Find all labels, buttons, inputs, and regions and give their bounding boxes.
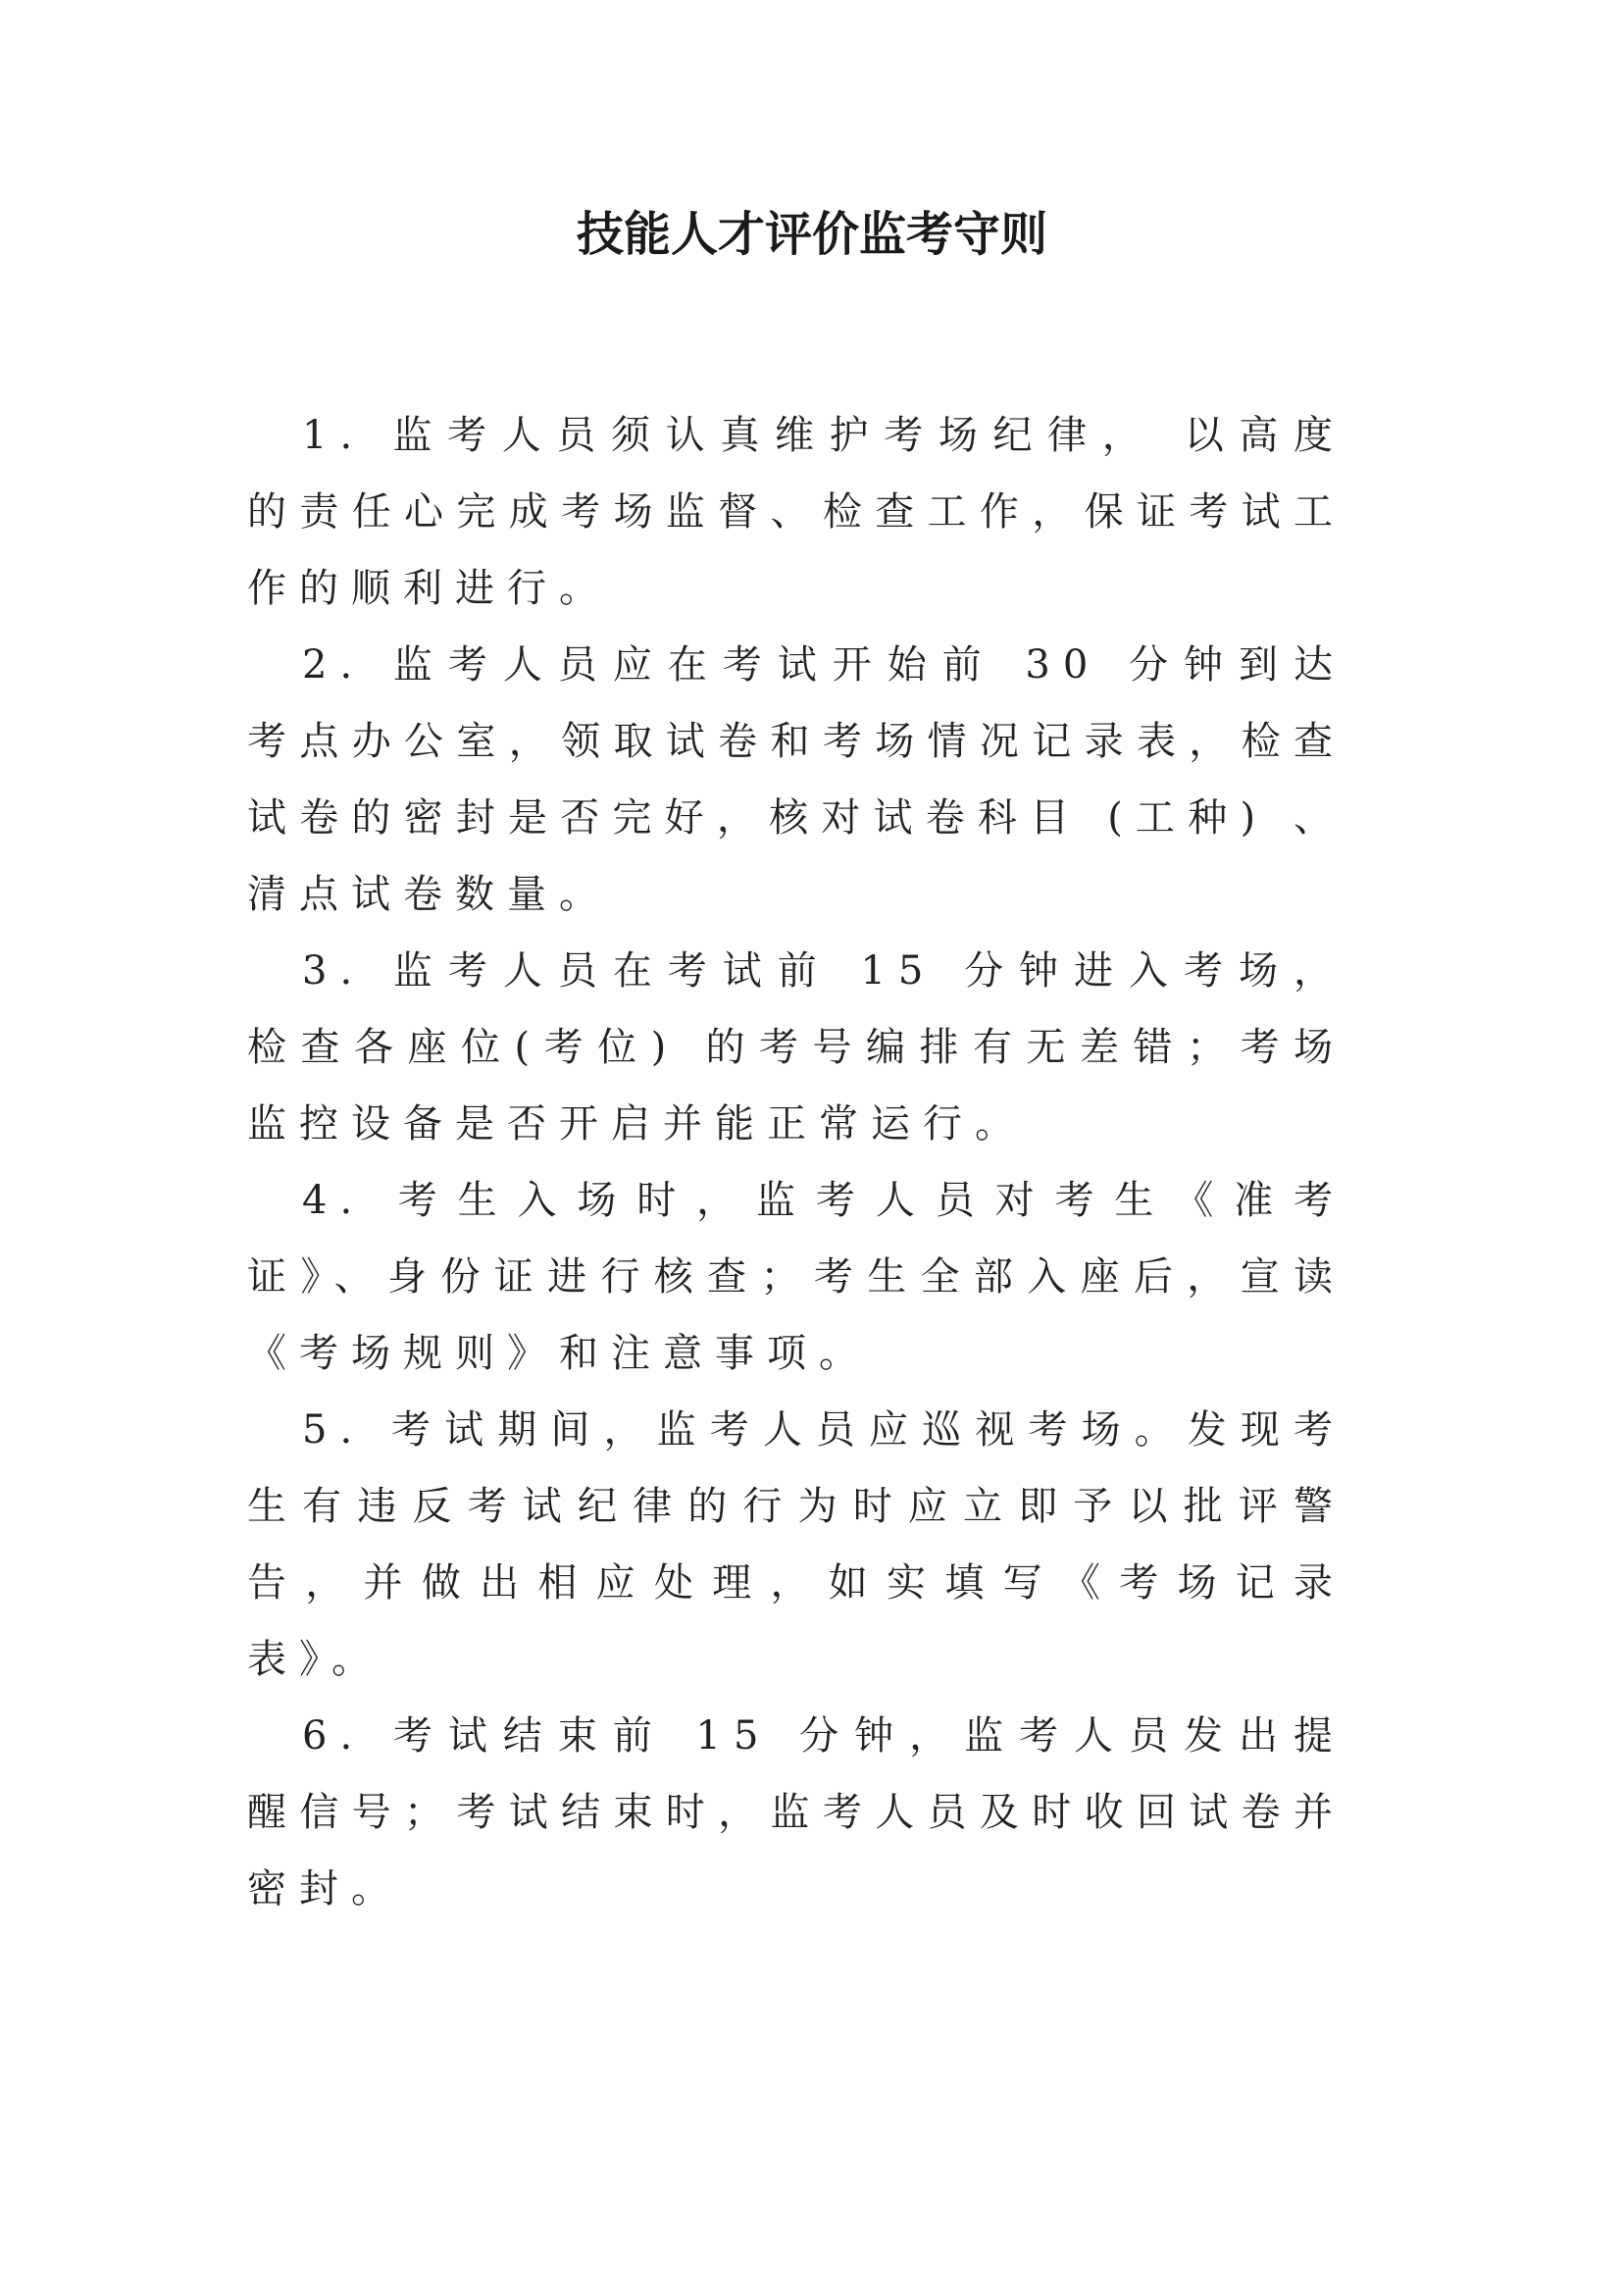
rule-paragraph-3: 3. 监考人员在考试前 15 分钟进入考场，检查各座位(考位) 的考号编排有无差错；考场监控设备是否开启并能正常运行。 <box>247 948 1345 1147</box>
rule-paragraph-4: 4. 考生入场时，监考人员对考生《准考证》、身份证进行核查；考生全部入座后，宣读《考场规则》和注意事项。 <box>247 1178 1345 1376</box>
rule-paragraph-5: 5. 考试期间，监考人员应巡视考场。发现考生有违反考试纪律的行为时应立即予以批评警告，并做出相应处理，如实填写《考场记录表》。 <box>247 1407 1345 1682</box>
document-title: 技能人才评价监考守则 <box>576 207 1047 262</box>
rule-paragraph-2: 2. 监考人员应在考试开始前 30 分钟到达考点办公室，领取试卷和考场情况记录表，检查试卷的密封是否完好，核对试卷科目 (工种) 、清点试卷数量。 <box>247 642 1345 917</box>
document-body <box>247 397 1345 1927</box>
rule-paragraph-1: 1. 监考人员须认真维护考场纪律， 以高度的责任心完成考场监督、检查工作，保证考试工作的顺利进行。 <box>247 413 1345 611</box>
rule-paragraph-6: 6. 考试结束前 15 分钟，监考人员发出提醒信号；考试结束时，监考人员及时收回试卷并密封。 <box>247 1713 1345 1912</box>
